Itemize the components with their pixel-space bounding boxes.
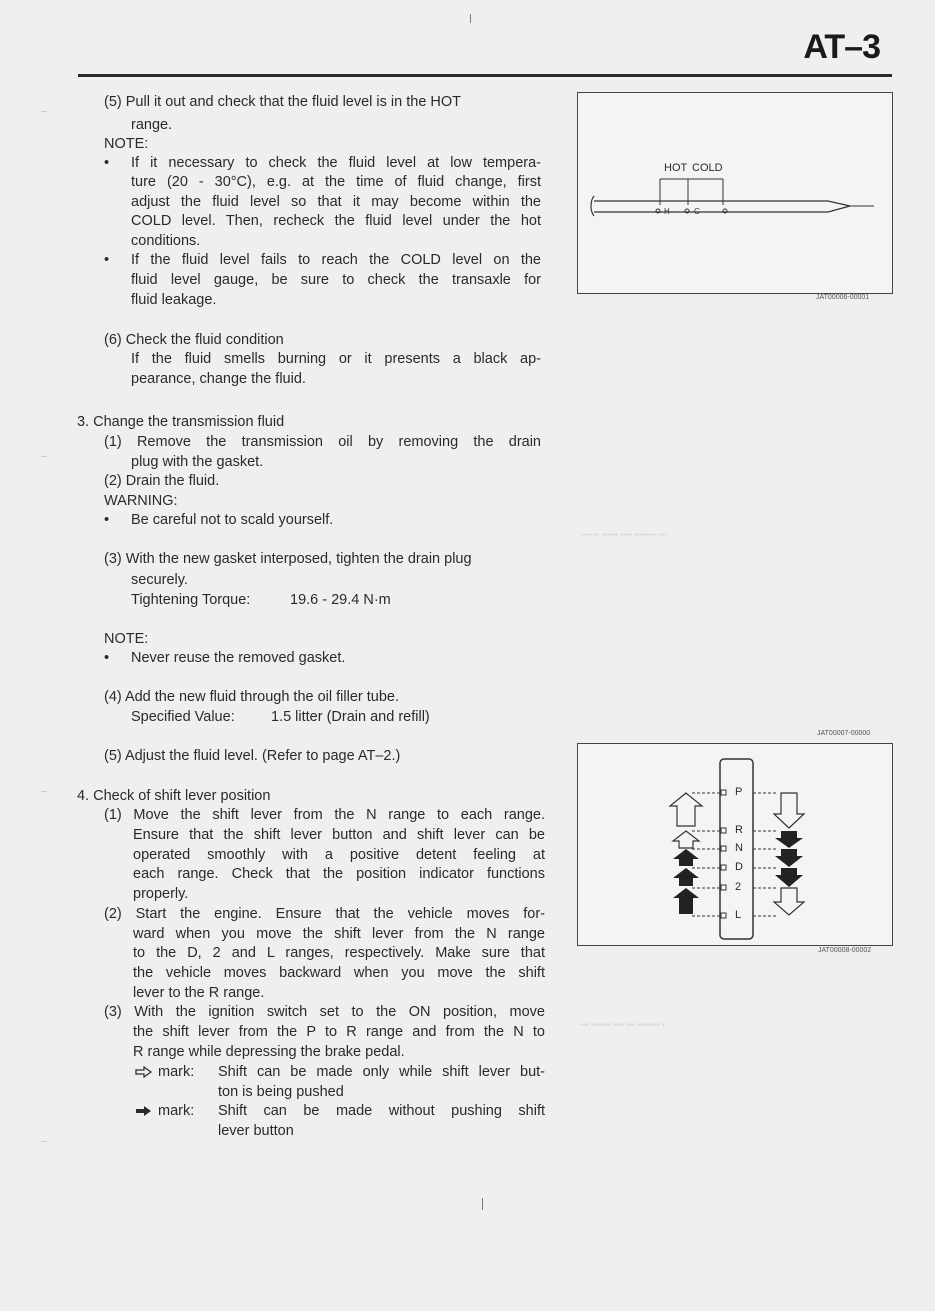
dipstick-gauge-drawing [578,93,892,293]
step-4-2-text-cont: the vehicle moves backward when you move the shift [133,965,545,981]
step-4-1-text: (1) Move the shift lever from the N range to each range. [104,807,545,823]
shift-label-l: L [735,909,742,921]
note-bullet-low-temp-line: conditions. [131,233,201,249]
shift-label-2: 2 [735,881,742,893]
cold-label: COLD [692,162,723,174]
page-tick [482,1198,483,1210]
step-3-3-text-cont: securely. [131,572,188,588]
binding-mark: ⌒ [40,1141,48,1150]
page-tick [470,14,471,23]
section-3-heading: 3. Change the transmission fluid [77,414,285,430]
step-3-1-text-cont: plug with the gasket. [131,454,264,470]
solid-arrow-desc-cont: lever button [218,1123,294,1139]
section-4-heading: 4. Check of shift lever position [77,788,271,804]
step-4-1-text-cont: Ensure that the shift lever button and shift lever can be [133,827,545,843]
note-bullet-low-temp: • If it necessary to check the fluid level at low tempera- [131,153,541,173]
step-6-text-cont: If the fluid smells burning or it presents a black ap- [131,351,541,367]
step-4-3-text-cont: the shift lever from the P to R range and from the N to [133,1024,545,1040]
shift-label-p: P [735,786,743,798]
shift-label-n: N [735,842,743,854]
solid-arrow-label: mark: [158,1103,195,1119]
torque-value: 19.6 - 29.4 N·m [290,592,391,608]
note-label: NOTE: [104,631,149,647]
step-4-2-text-cont: ward when you move the shift lever from the N range [133,926,545,942]
step-3-2-text: (2) Drain the fluid. [104,473,220,489]
shift-position-figure [577,743,893,946]
bleed-through-text: ▪▪▪▪ ▪▪ ▪▪▪▪▪▪ ▪▪▪▪ ▪▪▪▪▪▪▪▪ ▪▪▪ [580,530,668,539]
step-5-text: (5) Pull it out and check that the fluid level is in the HOT [104,94,462,110]
step-6-text-cont: pearance, change the fluid. [131,371,306,387]
step-5-text-cont: range. [131,117,173,133]
svg-text:H: H [664,207,670,216]
bleed-through-text: ▪▪▪ ▪▪▪▪▪▪▪ ▪▪▪▪ ▪▪▪ ▪▪▪▪▪▪▪▪ ▪ [580,1020,665,1029]
page-title: AT–3 [803,28,880,66]
step-4-1-text-cont: operated smoothly with a positive detent feeling at [133,847,545,863]
hollow-arrow-desc-cont: ton is being pushed [218,1084,344,1100]
note-bullet-low-temp-line: ture (20 - 30°C), e.g. at the time of fluid change, first [131,174,541,190]
hollow-arrow-icon [135,1066,153,1078]
svg-text:C: C [694,207,700,216]
note-bullet-leakage-line: fluid leakage. [131,292,217,308]
step-4-3-text: (3) With the ignition switch set to the ON position, move [104,1004,545,1020]
note-bullet-leakage: • If the fluid level fails to reach the COLD level on the [131,250,541,270]
binding-mark: ⌒ [40,456,48,465]
step-4-1-text-cont: each range. Check that the position indicator functions [133,866,545,882]
step-3-1-text: (1) Remove the transmission oil by removing the drain [104,434,541,450]
note-bullet-low-temp-line: adjust the fluid level so that it may become within the [131,194,541,210]
step-3-4-text: (4) Add the new fluid through the oil filler tube. [104,689,400,705]
step-4-2-text-cont: lever to the R range. [133,985,265,1001]
hot-label: HOT [664,162,688,174]
step-6-text: (6) Check the fluid condition [104,332,284,348]
note-gasket: • Never reuse the removed gasket. [131,648,345,668]
binding-mark: ⌒ [40,791,48,800]
figure-id: JAT00008-00002 [818,947,872,954]
warning-label: WARNING: [104,493,178,509]
figure-id: JAT00007-00000 [817,730,871,737]
note-bullet-low-temp-line: COLD level. Then, recheck the fluid level under the hot [131,213,541,229]
spec-value: 1.5 litter (Drain and refill) [271,709,430,725]
step-3-3-text: (3) With the new gasket interposed, tighten the drain plug [104,551,472,567]
dipstick-figure [577,92,893,294]
step-4-2-text-cont: to the D, 2 and L ranges, respectively. Make sure that [133,945,545,961]
hollow-arrow-label: mark: [158,1064,195,1080]
solid-arrow-desc: Shift can be made without pushing shift [218,1103,545,1119]
note-label: NOTE: [104,136,149,152]
shift-label-d: D [735,861,743,873]
torque-label: Tightening Torque: [131,592,251,608]
step-4-2-text: (2) Start the engine. Ensure that the vehicle moves for- [104,906,545,922]
note-bullet-leakage-line: fluid level gauge, be sure to check the transaxle for [131,272,541,288]
spec-label: Specified Value: [131,709,235,725]
solid-arrow-icon [135,1105,153,1117]
step-4-1-text-cont: properly. [133,886,189,902]
warning-text: • Be careful not to scald yourself. [131,510,333,530]
figure-id: JAT00006-00001 [816,294,870,301]
shift-label-r: R [735,824,743,836]
header-rule [78,74,892,77]
step-4-3-text-cont: R range while depressing the brake pedal. [133,1044,405,1060]
step-3-5-text: (5) Adjust the fluid level. (Refer to page AT–2.) [104,748,401,764]
binding-mark: ⌒ [40,111,48,120]
hollow-arrow-desc: Shift can be made only while shift lever but- [218,1064,545,1080]
